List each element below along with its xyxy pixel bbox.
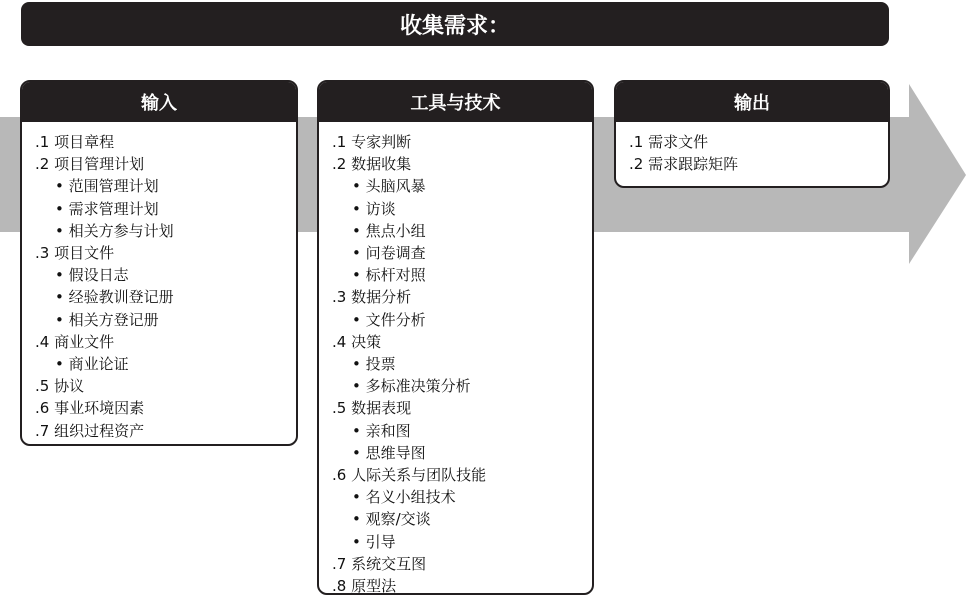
inputs-item: .5 协议 <box>35 377 85 396</box>
tools-sub-item: • 标杆对照 <box>352 266 426 285</box>
tools-sub-item: • 引导 <box>352 532 396 551</box>
inputs-item: .4 商业文件 <box>35 332 115 351</box>
inputs-header: 输入 <box>22 82 296 122</box>
tools-sub-item: • 观察/交谈 <box>352 510 431 529</box>
tools-sub-item: • 思维导图 <box>352 443 426 462</box>
inputs-sub-item: • 相关方登记册 <box>55 310 159 329</box>
inputs-sub-item: • 商业论证 <box>55 355 129 374</box>
tools-sub-item: • 问卷调查 <box>352 244 426 263</box>
outputs-item: .1 需求文件 <box>629 133 709 151</box>
inputs-item: .2 项目管理计划 <box>35 155 145 174</box>
inputs-item: .1 项目章程 <box>35 133 115 151</box>
tools-item: .6 人际关系与团队技能 <box>332 466 487 485</box>
tools-box <box>317 80 594 595</box>
tools-item: .8 原型法 <box>332 577 397 596</box>
tools-item: .3 数据分析 <box>332 288 412 307</box>
inputs-sub-item: • 相关方参与计划 <box>55 221 174 240</box>
outputs-item: .2 需求跟踪矩阵 <box>629 155 739 174</box>
inputs-sub-item: • 假设日志 <box>55 266 129 285</box>
tools-item: .5 数据表现 <box>332 399 412 418</box>
tools-sub-item: • 多标准决策分析 <box>352 377 471 396</box>
outputs-box <box>614 80 890 188</box>
inputs-sub-item: • 范围管理计划 <box>55 177 159 196</box>
tools-sub-item: • 访谈 <box>352 199 396 218</box>
outputs-header: 输出 <box>616 82 888 122</box>
inputs-list <box>22 122 296 442</box>
tools-item: .4 决策 <box>332 332 382 351</box>
inputs-box <box>20 80 298 446</box>
inputs-item: .3 项目文件 <box>35 244 115 263</box>
tools-item: .2 数据收集 <box>332 155 412 174</box>
tools-sub-item: • 文件分析 <box>352 310 426 329</box>
inputs-sub-item: • 经验教训登记册 <box>55 288 174 307</box>
inputs-sub-item: • 需求管理计划 <box>55 199 159 218</box>
tools-item: .7 系统交互图 <box>332 554 427 573</box>
tools-sub-item: • 名义小组技术 <box>352 488 456 507</box>
tools-header: 工具与技术 <box>319 82 592 122</box>
tools-sub-item: • 头脑风暴 <box>352 177 426 196</box>
inputs-item: .7 组织过程资产 <box>35 421 145 440</box>
inputs-item: .6 事业环境因素 <box>35 399 145 418</box>
tools-sub-item: • 焦点小组 <box>352 221 426 240</box>
tools-list <box>319 122 592 597</box>
page-title: 收集需求： <box>21 2 889 46</box>
tools-sub-item: • 投票 <box>352 355 396 374</box>
outputs-list <box>616 122 888 175</box>
tools-sub-item: • 亲和图 <box>352 421 411 440</box>
tools-item: .1 专家判断 <box>332 133 412 151</box>
